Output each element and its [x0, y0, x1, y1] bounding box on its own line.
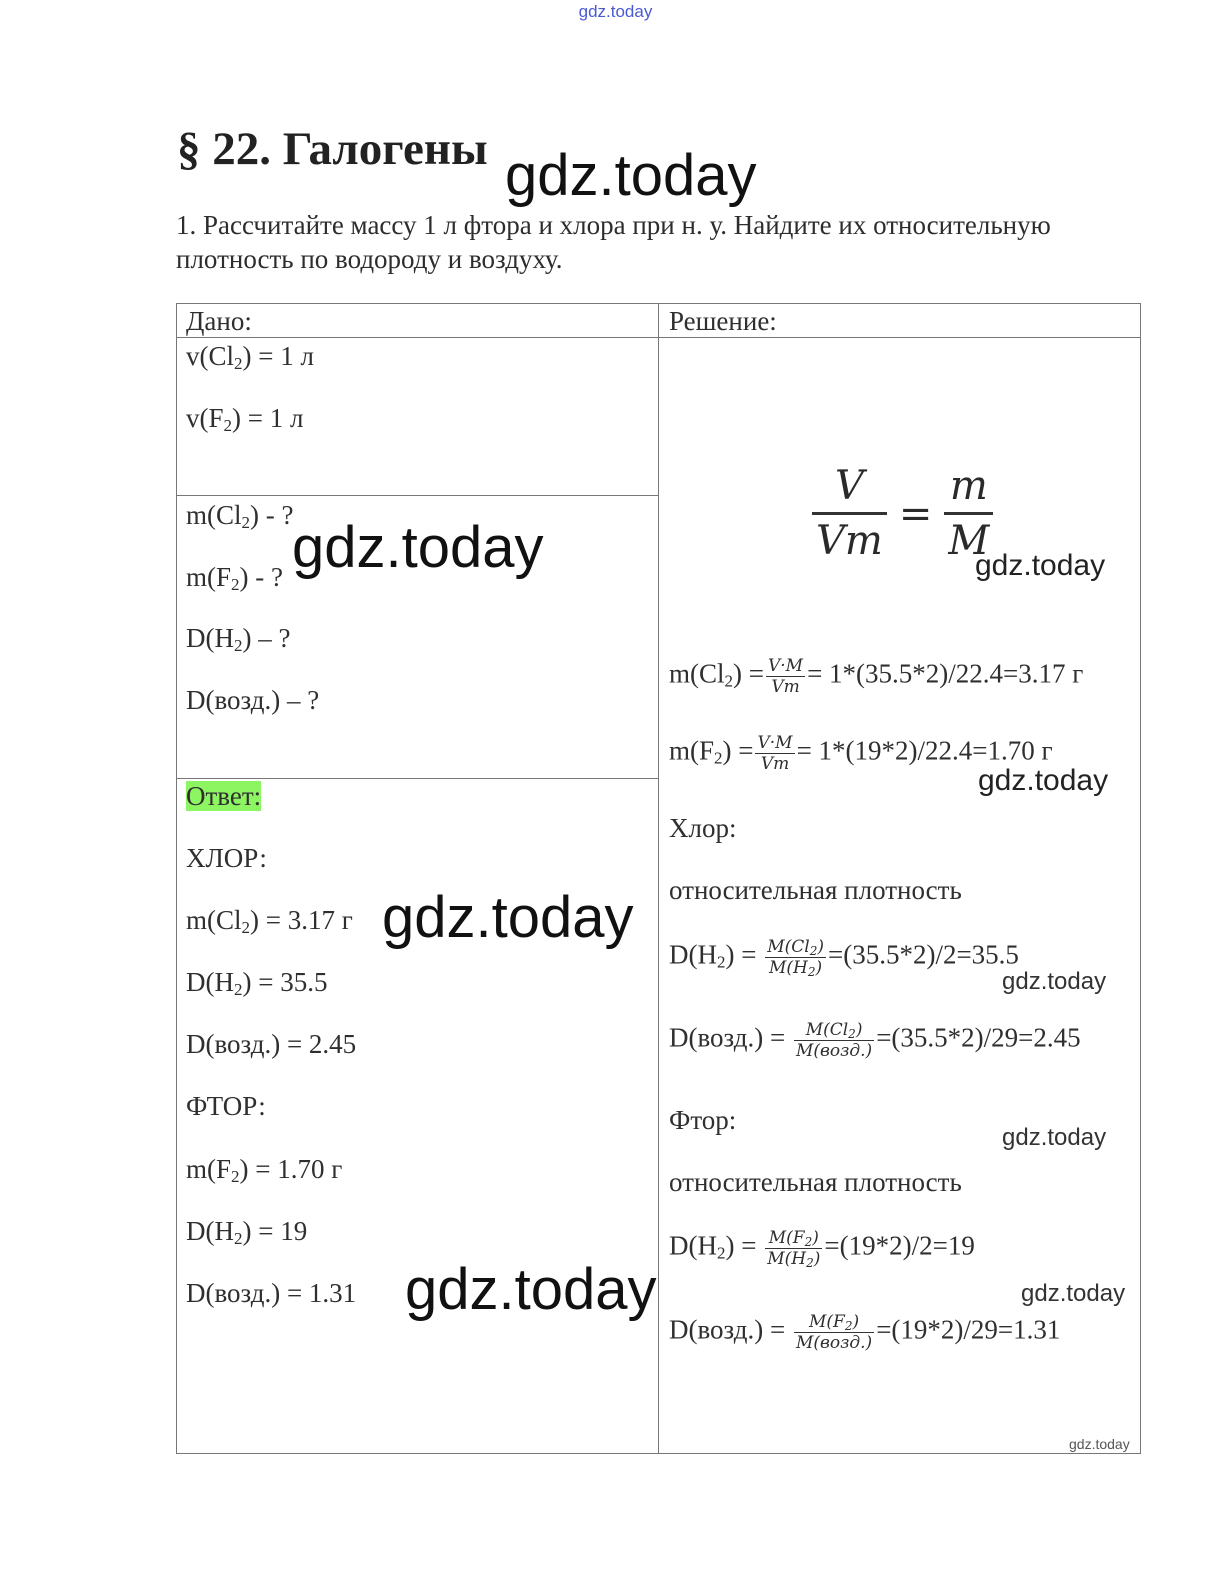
watermark: gdz.today [1002, 968, 1107, 995]
find-item: $m(Cl_2)$ - ? [186, 500, 294, 532]
solution-line: $D(H_2)$ = $\frac{M(Cl_2)}{M(H_2)}$ =(35.5*2)/2=35.5 [669, 937, 1019, 979]
given-header: Дано: [186, 306, 252, 336]
watermark: gdz.today [405, 1257, 657, 1322]
fraction: $\frac{M(Cl_2)}{\text{M(возд.)}}$ [795, 1020, 873, 1061]
watermark: gdz.today [1021, 1280, 1126, 1307]
answer-item: $m(Cl_2) = 3.17$ г [186, 905, 353, 937]
fluorine-label: Фтор: [669, 1105, 737, 1135]
given-item: $v(F_2) = 1$ л [186, 403, 304, 435]
main-formula [812, 460, 993, 567]
solution-line: D(возд.) = $\frac{M(F_2)}{\text{M(возд.)}}$ =(19*2)/29=1.31 [669, 1312, 1061, 1353]
answer-item: $D(H_2) = 19$ [186, 1216, 308, 1248]
chlorine-label: ХЛОР: [186, 843, 267, 873]
answer-label: Ответ: [186, 781, 262, 811]
top-watermark: gdz.today [578, 2, 653, 21]
fraction: $\frac{V\cdot M}{Vm}$ [757, 733, 793, 774]
solution-line: $D(H_2)$ = $\frac{M(F_2)}{M(H_2)}$ =(19*2)/2=19 [669, 1228, 975, 1270]
chlorine-label: Хлор: [669, 813, 737, 843]
fraction: $\frac{V\cdot M}{Vm}$ [767, 656, 804, 697]
formula-fraction-right: $\frac{m}{M}$ [944, 460, 993, 567]
task-line: 1. Рассчитайте массу 1 л фтора и хлора при н. у. Найдите их относительную [176, 210, 1051, 240]
watermark: gdz.today [978, 764, 1109, 797]
given-item: $v(Cl_2) = 1$ л [186, 341, 314, 373]
solution-line: D(возд.) = $\frac{M(Cl_2)}{\text{M(возд.)}}$ =(35.5*2)/29=2.45 [669, 1020, 1081, 1061]
answer-item: $D(H_2) = 35.5$ [186, 967, 328, 999]
fraction: $\frac{M(F_2)}{M(H_2)}$ [767, 1228, 821, 1270]
fraction: $\frac{M(Cl_2)}{M(H_2)}$ [767, 937, 824, 979]
answer-item: $m(F_2) = 1.70$ г [186, 1154, 343, 1186]
header-divider [658, 337, 1140, 338]
task-line: плотность по водороду и воздуху. [176, 244, 563, 274]
fluorine-label: ФТОР: [186, 1091, 266, 1121]
fraction: $\frac{M(F_2)}{\text{M(возд.)}}$ [795, 1312, 873, 1353]
relative-density-label: относительная плотность [669, 875, 962, 905]
watermark: gdz.today [292, 515, 544, 580]
formula-equals: = [898, 490, 933, 537]
formula-fraction-left: $\frac{V}{Vm}$ [812, 460, 887, 567]
solution-line: $m(F_2)$ = $\frac{V\cdot M}{Vm}$ = 1*(19*2)/22.4=1.70 г [669, 733, 1053, 774]
find-item: $m(F_2)$ - ? [186, 562, 283, 594]
answer-item: D(возд.) = 1.31 [186, 1278, 357, 1308]
relative-density-label: относительная плотность [669, 1167, 962, 1197]
watermark: gdz.today [975, 549, 1106, 582]
task-text [176, 208, 1156, 276]
answer-item: D(возд.) = 2.45 [186, 1029, 357, 1059]
find-item: $D(H_2)$ – ? [186, 623, 291, 655]
watermark: gdz.today [505, 143, 757, 208]
find-item: D(возд.) – ? [186, 685, 320, 715]
watermark: gdz.today [382, 885, 634, 950]
watermark: gdz.today [1002, 1124, 1107, 1151]
page-title: § 22. Галогены [177, 123, 488, 175]
watermark: gdz.today [1069, 1436, 1130, 1452]
solution-line: $m(Cl_2)$ = $\frac{V\cdot M}{Vm}$ = 1*(35.5*2)/22.4=3.17 г [669, 656, 1084, 697]
solution-header: Решение: [669, 306, 777, 336]
